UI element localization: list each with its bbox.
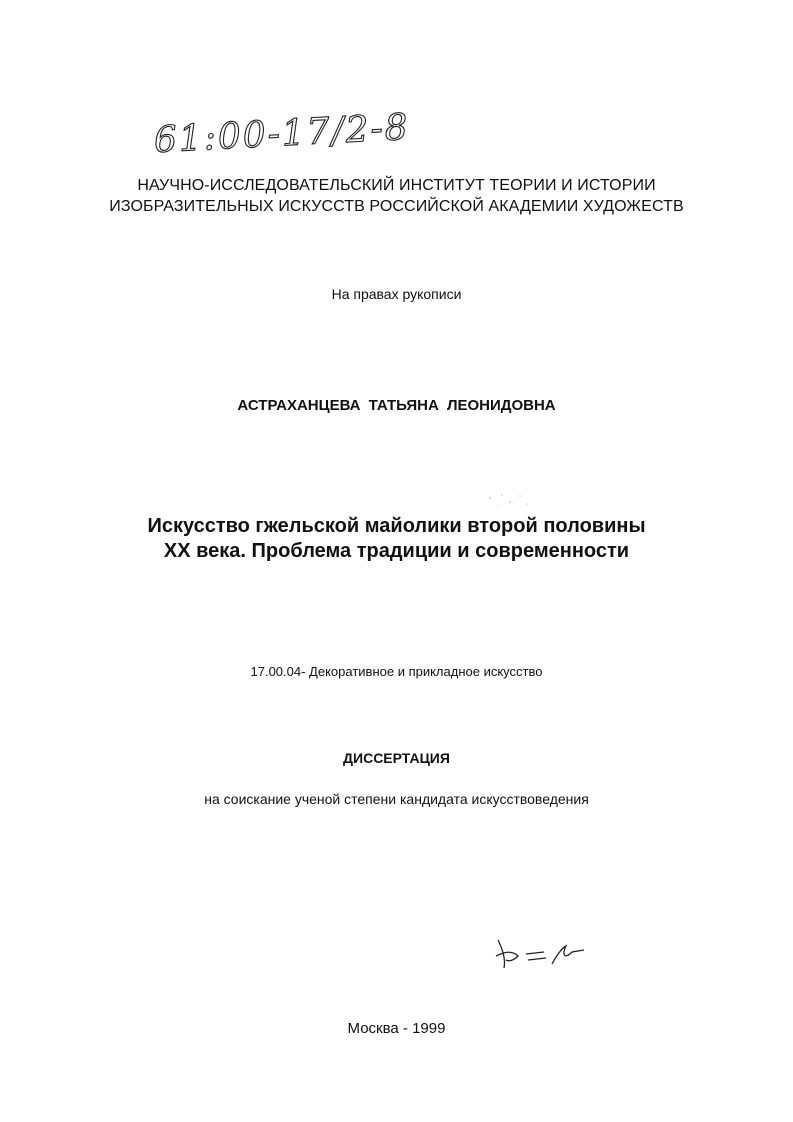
archive-mark-text: 61:00-17/2-8 (152, 106, 411, 162)
institute-line-1: НАУЧНО-ИССЛЕДОВАТЕЛЬСКИЙ ИНСТИТУТ ТЕОРИИ И ИСТОРИИ (137, 177, 656, 194)
dissertation-title (0, 514, 793, 564)
institute-line-2: ИЗОБРАЗИТЕЛЬНЫХ ИСКУССТВ РОССИЙСКОЙ АКАДЕМИИ ХУДОЖЕСТВ (109, 198, 684, 215)
handwritten-archive-mark (150, 96, 480, 166)
title-line-1: Искусство гжельской майолики второй половины (147, 515, 646, 537)
rights-note: На правах рукописи (331, 286, 462, 302)
city-and-year: Москва - 1999 (347, 1020, 446, 1037)
document-type: ДИССЕРТАЦИЯ (343, 750, 450, 766)
title-line-2: XX века. Проблема традиции и современности (163, 540, 630, 562)
handwritten-signature (492, 934, 592, 974)
author-name: АСТРАХАНЦЕВА ТАТЬЯНА ЛЕОНИДОВНА (237, 397, 556, 414)
specialty-code: 17.00.04- Декоративное и прикладное искусство (250, 664, 543, 679)
institute-name (0, 175, 793, 217)
degree-line: на соискание ученой степени кандидата искусствоведения (204, 791, 589, 807)
